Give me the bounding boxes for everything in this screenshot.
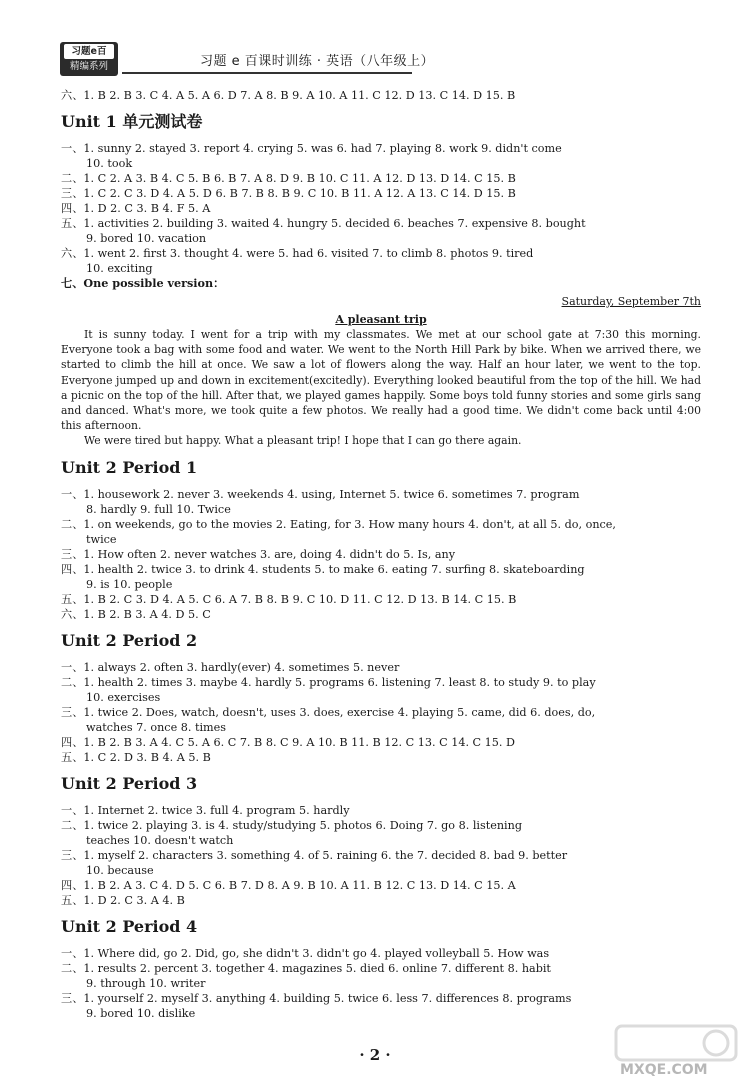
answer-line: 四、1. B 2. A 3. C 4. D 5. C 6. B 7. D 8. A 9. B 10. A 11. B 12. C 13. D 14. C 15. A xyxy=(61,878,516,892)
answer-line: 9. is 10. people xyxy=(86,577,173,591)
answer-line: 一、1. sunny 2. stayed 3. report 4. crying 5. was 6. had 7. playing 8. work 9. didn't come xyxy=(61,142,562,155)
page-header xyxy=(56,38,706,78)
answer-line: twice xyxy=(86,532,117,546)
answer-line: 一、1. Internet 2. twice 3. full 4. program 5. hardly xyxy=(61,803,350,817)
answer-line: 一、1. Where did, go 2. Did, go, she didn't 3. didn't go 4. played volleyball 5. How was xyxy=(61,946,550,960)
section-heading: Unit 1 单元测试卷 xyxy=(61,112,203,131)
answer-line: 二、1. twice 2. playing 3. is 4. study/studying 5. photos 6. Doing 7. go 8. listening xyxy=(61,818,522,832)
answer-line: 三、1. How often 2. never watches 3. are, doing 4. didn't do 5. Is, any xyxy=(61,547,456,561)
watermark-text: MXQE.COM xyxy=(620,1062,708,1078)
essay-title: A pleasant trip xyxy=(335,313,427,326)
answer-line: 9. through 10. writer xyxy=(86,976,206,990)
answer-line: 六、1. went 2. first 3. thought 4. were 5. had 6. visited 7. to climb 8. photos 9. tired xyxy=(61,247,534,260)
answer-line: 四、1. D 2. C 3. B 4. F 5. A xyxy=(61,202,211,215)
answer-line: 二、1. health 2. times 3. maybe 4. hardly 5. programs 6. listening 7. least 8. to study 9. to play xyxy=(61,675,596,689)
section-heading: Unit 2 Period 1 xyxy=(61,457,198,477)
answer-line: 一、1. always 2. often 3. hardly(ever) 4. sometimes 5. never xyxy=(61,660,400,674)
answer-line: 二、1. on weekends, go to the movies 2. Eating, for 3. How many hours 4. don't, at all 5. do, once, xyxy=(61,517,616,531)
answer-line: 10. because xyxy=(86,863,154,877)
section-heading: Unit 2 Period 2 xyxy=(61,630,198,650)
answer-line: 五、1. B 2. C 3. D 4. A 5. C 6. A 7. B 8. B 9. C 10. D 11. C 12. D 13. B 14. C 15. B xyxy=(61,592,517,606)
answer-line: 三、1. C 2. C 3. D 4. A 5. D 6. B 7. B 8. B 9. C 10. B 11. A 12. A 13. C 14. D 15. B xyxy=(61,187,516,200)
answer-content xyxy=(61,88,701,1021)
answer-line: 五、1. activities 2. building 3. waited 4. hungry 5. decided 6. beaches 7. expensive 8. bought xyxy=(61,217,586,230)
page-number: · 2 · xyxy=(359,1046,391,1064)
section-heading: Unit 2 Period 4 xyxy=(61,916,198,936)
answer-line: watches 7. once 8. times xyxy=(86,720,227,734)
essay-paragraph: It is sunny today. I went for a trip with my classmates. We met at our school gate at 7:30 this morning. Everyone took a bag with some food and water. We went to the North Hill Park by bike. When we arrived there, we started to climb the hill at once. We saw a lot of flowers along the way. Half an hour later, we went to the top. Everyone jumped up and down in excitement(excitedly). Everything looked beautiful from the top of the hill. We had a picnic on the top of the hill. After that, we played games happily. Some boys told funny stories and some girls sang and danced. What's more, we took quite a few photos. We really had a good time. We didn't come back until 4:00 this afternoon. xyxy=(61,328,701,433)
answer-line: teaches 10. doesn't watch xyxy=(86,833,234,847)
header-rule xyxy=(122,72,412,74)
essay-date: Saturday, September 7th xyxy=(561,295,701,308)
answer-line: 五、1. C 2. D 3. B 4. A 5. B xyxy=(61,750,211,764)
answer-line: 七、One possible version： xyxy=(61,276,225,290)
answer-line: 9. bored 10. dislike xyxy=(86,1006,196,1020)
answer-line: 10. exercises xyxy=(86,690,161,704)
answer-line: 四、1. B 2. B 3. A 4. C 5. A 6. C 7. B 8. C 9. A 10. B 11. B 12. C 13. C 14. C 15. D xyxy=(61,735,515,749)
answer-line: 10. exciting xyxy=(86,262,153,275)
answer-line: 三、1. twice 2. Does, watch, doesn't, uses 3. does, exercise 4. playing 5. came, did 6. does, do, xyxy=(61,705,596,719)
logo-line-2: 精编系列 xyxy=(69,61,108,72)
answer-line: 四、1. health 2. twice 3. to drink 4. students 5. to make 6. eating 7. surfing 8. skateboarding xyxy=(61,562,585,576)
logo-line-1: 习题e百 xyxy=(64,44,114,59)
book-title: 习题 e 百课时训练 · 英语（八年级上） xyxy=(200,54,435,69)
essay-paragraph: We were tired but happy. What a pleasant trip! I hope that I can go there again. xyxy=(84,434,522,448)
series-logo xyxy=(60,42,118,76)
answer-line: 三、1. myself 2. characters 3. something 4. of 5. raining 6. the 7. decided 8. bad 9. better xyxy=(61,848,568,862)
answer-line: 二、1. results 2. percent 3. together 4. magazines 5. died 6. online 7. different 8. habit xyxy=(61,961,551,975)
answer-line: 三、1. yourself 2. myself 3. anything 4. building 5. twice 6. less 7. differences 8. programs xyxy=(61,991,572,1005)
section-heading: Unit 2 Period 3 xyxy=(61,773,198,793)
answer-line: 9. bored 10. vacation xyxy=(86,232,207,245)
answer-line: 六、1. B 2. B 3. C 4. A 5. A 6. D 7. A 8. B 9. A 10. A 11. C 12. D 13. C 14. D 15. B xyxy=(61,89,516,102)
answer-line: 一、1. housework 2. never 3. weekends 4. using, Internet 5. twice 6. sometimes 7. program xyxy=(61,487,580,501)
answer-line: 五、1. D 2. C 3. A 4. B xyxy=(61,893,185,907)
answer-line: 10. took xyxy=(86,157,133,170)
answer-line: 8. hardly 9. full 10. Twice xyxy=(86,502,231,516)
answer-line: 二、1. C 2. A 3. B 4. C 5. B 6. B 7. A 8. D 9. B 10. C 11. A 12. D 13. D 14. C 15. B xyxy=(61,172,516,185)
answer-line: 六、1. B 2. B 3. A 4. D 5. C xyxy=(61,607,211,621)
